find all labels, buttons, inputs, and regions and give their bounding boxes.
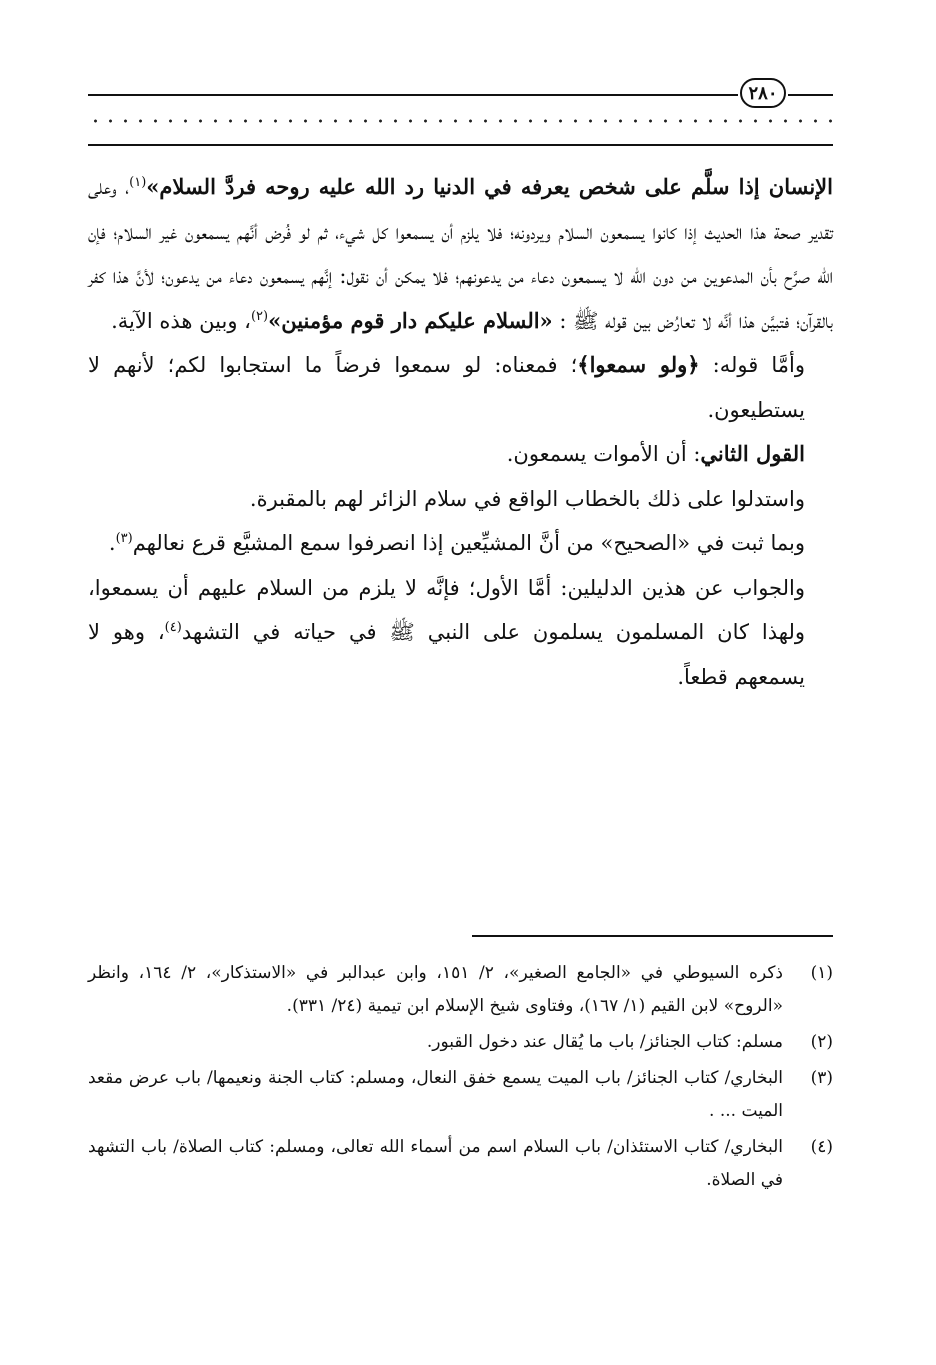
footnote-number: (٤) bbox=[810, 1137, 833, 1157]
paragraph-1-end: ، وبين هذه الآية. bbox=[111, 308, 251, 333]
header-line-left bbox=[88, 94, 738, 96]
footnote-number: (١) bbox=[810, 963, 833, 983]
paragraph-5-end: . bbox=[108, 531, 116, 555]
footnote-text: مسلم: كتاب الجنائز/ باب ما يُقال عند دخول القبور. bbox=[426, 1032, 783, 1052]
footnote-number: (٢) bbox=[810, 1032, 833, 1052]
paragraph-1-text: ، وعلى تقدير صحة هذا الحديث إذا كانوا يسمعون السلام ويردونه؛ فلا يلزم أن يسمعوا كل شيء، ثم لو فُرض أنَّهم يسمعون غير السلام؛ فإن الله صرَّح بأن المدعوين من دون الله لا يسمعون دعاء من يدعونهم؛ فلا يمكن أن نقول: إنَّهم يسمعون دعاء من يدعون؛ لأنَّ هذا كفر بالقرآن؛ فتبيَّن هذا أنَّه لا تعارُض بين قوله ﷺ : bbox=[88, 175, 833, 333]
paragraph-6-text: والجواب عن هذين الدليلين: أمَّا الأول؛ فإنَّه لا يلزم من السلام عليهم أن يسمعوا، ولهذا كان المسلمون يسلمون على النبي ﷺ في حياته في التشهد bbox=[88, 575, 805, 644]
footnote-3 bbox=[88, 1062, 833, 1128]
paragraph-6-end: ، وهو لا يسمعهم قطعاً. bbox=[88, 620, 805, 689]
paragraph-4-text: واستدلوا على ذلك بالخطاب الواقع في سلام الزائر لهم بالمقبرة. bbox=[249, 486, 805, 511]
footnote-1 bbox=[88, 957, 833, 1023]
footnotes bbox=[88, 957, 833, 1200]
paragraph-3 bbox=[88, 432, 833, 477]
footnote-text: ذكره السيوطي في «الجامع الصغير»، ٢/ ١٥١، وابن عبدالبر في «الاستذكار»، ٢/ ١٦٤، وانظر «الروح» لابن القيم (١/ ١٦٧)، وفتاوى شيخ الإسلام ابن تيمية (٢٤/ ٣٣١). bbox=[88, 963, 784, 1016]
footnote-number: (٣) bbox=[810, 1068, 833, 1088]
footnote-ref-4[interactable]: (٤) bbox=[164, 620, 182, 635]
paragraph-5-text: وبما ثبت في «الصحيح» من أنَّ المشيِّعين إذا انصرفوا سمع المشيَّع قرع نعالهم bbox=[132, 531, 805, 555]
second-opinion-label: القول الثاني bbox=[700, 441, 805, 466]
footnote-separator bbox=[472, 935, 833, 937]
header-rule bbox=[88, 144, 833, 146]
bold-hadith-text: الإنسان إذا سلَّم على شخص يعرفه في الدنيا رد الله عليه روحه فردَّ السلام» bbox=[146, 174, 833, 199]
footnote-ref-2[interactable]: (٢) bbox=[250, 308, 269, 324]
footnote-4 bbox=[88, 1131, 833, 1197]
paragraph-1 bbox=[88, 165, 833, 343]
page-number: ٢٨٠ bbox=[740, 78, 786, 108]
footnote-text: البخاري/ كتاب الاستئذان/ باب السلام اسم من أسماء الله تعالى، ومسلم: كتاب الصلاة/ باب التشهد في الصلاة. bbox=[88, 1137, 783, 1190]
footnote-text: البخاري/ كتاب الجنائز/ باب الميت يسمع خفق النعال، ومسلم: كتاب الجنة ونعيمها/ باب عرض مقعد الميت ... . bbox=[88, 1068, 783, 1121]
paragraph-2-start: وأمَّا قوله: bbox=[699, 353, 806, 377]
header-line-right bbox=[788, 94, 833, 96]
bold-hadith-quote: «السلام عليكم دار قوم مؤمنين» bbox=[268, 307, 553, 333]
footnote-2 bbox=[88, 1026, 833, 1059]
footnote-ref-1[interactable]: (١) bbox=[129, 175, 147, 190]
page-header bbox=[88, 78, 833, 150]
quran-quote: ﴿ولو سمعوا﴾ bbox=[577, 352, 700, 377]
footnote-ref-3[interactable]: (٣) bbox=[115, 531, 133, 546]
main-text bbox=[88, 165, 833, 699]
paragraph-5 bbox=[88, 521, 833, 566]
paragraph-2-text: ؛ فمعناه: لو سمعوا فرضاً ما استجابوا لكم؛ لأنهم لا يستطيعون. bbox=[88, 353, 805, 422]
paragraph-4 bbox=[88, 477, 833, 522]
paragraph-3-text: : أن الأموات يسمعون. bbox=[506, 442, 701, 466]
paragraph-6 bbox=[88, 566, 833, 700]
paragraph-2 bbox=[88, 343, 833, 432]
dotted-divider bbox=[88, 114, 833, 128]
